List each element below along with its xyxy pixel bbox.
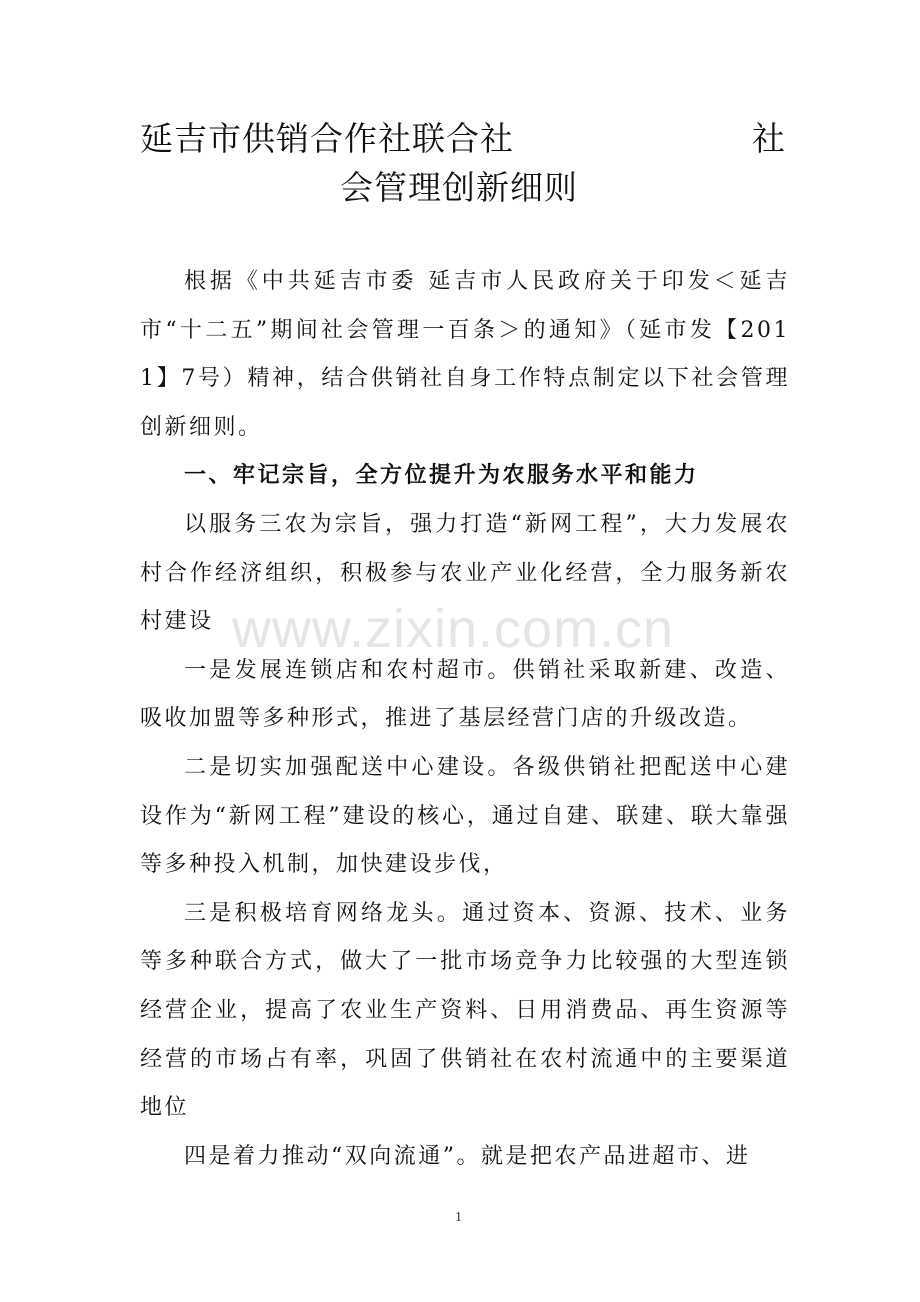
document-title-line2: 会管理创新细则 bbox=[340, 168, 578, 207]
paragraph-intro: 根据《中共延吉市委 延吉市人民政府关于印发＜延吉市“十二五”期间社会管理一百条＞的通知》（延市发【2011】7号）精神，结合供销社自身工作特点制定以下社会管理创新细则。 bbox=[140, 269, 790, 440]
document-body bbox=[140, 258, 790, 1181]
paragraph-item-1: 一是发展连锁店和农村超市。供销社采取新建、改造、吸收加盟等多种形式，推进了基层经营门店的升级改造。 bbox=[140, 657, 790, 732]
paragraph-section-1-summary: 以服务三农为宗旨，强力打造“新网工程”，大力发展农村合作经济组织，积极参与农业产业化经营，全力服务新农村建设 bbox=[140, 511, 790, 635]
page-number: 1 bbox=[455, 1210, 462, 1225]
section-heading-1: 一、牢记宗旨，全方位提升为农服务水平和能力 bbox=[184, 463, 699, 489]
paragraph-item-2: 二是切实加强配送中心建设。各级供销社把配送中心建设作为“新网工程”建设的核心，通过自建、联建、联大靠强等多种投入机制，加快建设步伐， bbox=[140, 754, 790, 878]
watermark: www.zixin.com.cn bbox=[232, 599, 675, 659]
paragraph-item-4: 四是着力推动“双向流通”。就是把农产品进超市、进 bbox=[184, 1143, 751, 1169]
document-title-part2: 社 bbox=[752, 119, 786, 158]
document-title-part1: 延吉市供销合作社联合社 bbox=[140, 119, 514, 158]
paragraph-item-3: 三是积极培育网络龙头。通过资本、资源、技术、业务等多种联合方式，做大了一批市场竞争力比较强的大型连锁经营企业，提高了农业生产资料、日用消费品、再生资源等经营的市场占有率，巩固了供销社在农村流通中的主要渠道地位 bbox=[140, 900, 790, 1121]
